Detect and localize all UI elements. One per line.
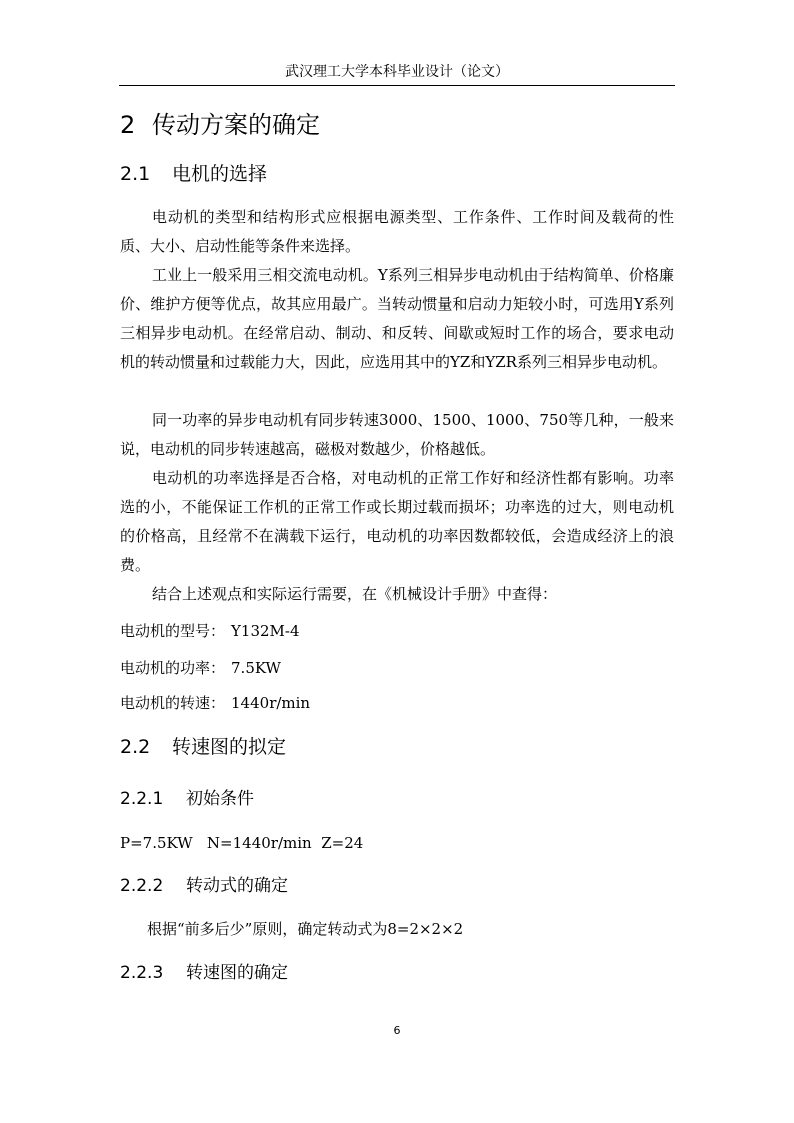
paragraph-handbook: 结合上述观点和实际运行需要，在《机械设计手册》中查得： <box>152 585 558 603</box>
section-number: 2.2 <box>120 736 151 758</box>
page-header: 武汉理工大学本科毕业设计（论文） <box>285 64 509 80</box>
spec-value: 7.5KW <box>231 659 281 677</box>
header-divider <box>119 85 675 86</box>
section-heading-2-2 <box>120 732 286 762</box>
spec-value: Y132M-4 <box>231 622 300 640</box>
subsection-number: 2.2.3 <box>120 963 164 983</box>
section-number: 2.1 <box>120 163 151 185</box>
spec-label: 电动机的转速： <box>120 694 226 712</box>
spec-label: 电动机的型号： <box>120 622 226 640</box>
subsection-number: 2.2.2 <box>120 876 164 896</box>
subsection-title: 初始条件 <box>186 789 254 809</box>
transmission-formula: 根据“前多后少”原则，确定转动式为8=2×2×2 <box>147 920 464 938</box>
spec-label: 电动机的功率： <box>120 659 226 677</box>
chapter-title: 传动方案的确定 <box>152 111 320 139</box>
paragraph-three-phase: 工业上一般采用三相交流电动机。Y系列三相异步电动机由于结构简单、价格廉价、维护方便等优点，故其应用最广。当转动惯量和启动力矩较小时，可选用Y系列三相异步电动机。在经常启动、制动、和反转、间歇或短时工作的场合，要求电动机的转动惯量和过载能力大，因此，应选用其中的YZ和YZR系列三相异步电动机。 <box>120 266 674 371</box>
chapter-number: 2 <box>120 111 136 139</box>
initial-conditions: P=7.5KW N=1440r/min Z=24 <box>120 834 364 852</box>
spec-model <box>120 619 300 643</box>
subsection-title: 转速图的确定 <box>186 963 288 983</box>
subsection-number: 2.2.1 <box>120 789 164 809</box>
paragraph-sync-speed: 同一功率的异步电动机有同步转速3000、1500、1000、750等几种，一般来说，电动机的同步转速越高，磁极对数越少，价格越低。 <box>120 411 674 458</box>
chapter-heading <box>120 107 320 143</box>
subsection-title: 转动式的确定 <box>186 876 288 896</box>
paragraph-motor-types: 电动机的类型和结构形式应根据电源类型、工作条件、工作时间及载荷的性质、大小、启动性能等条件来选择。 <box>120 208 674 255</box>
spec-speed <box>120 691 310 715</box>
section-heading-2-1 <box>120 159 267 189</box>
paragraph-power-selection: 电动机的功率选择是否合格，对电动机的正常工作好和经济性都有影响。功率选的小，不能保证工作机的正常工作或长期过载而损坏；功率选的过大，则电动机的价格高，且经常不在满载下运行，电动机的功率因数都较低，会造成经济上的浪费。 <box>120 469 674 574</box>
section-title: 电机的选择 <box>172 163 268 185</box>
spec-power <box>120 656 281 680</box>
subsection-heading-2-2-2 <box>120 873 288 899</box>
page-number: 6 <box>393 1024 401 1037</box>
subsection-heading-2-2-1 <box>120 786 254 812</box>
section-title: 转速图的拟定 <box>172 736 287 758</box>
subsection-heading-2-2-3 <box>120 960 288 986</box>
spec-value: 1440r/min <box>231 694 311 712</box>
